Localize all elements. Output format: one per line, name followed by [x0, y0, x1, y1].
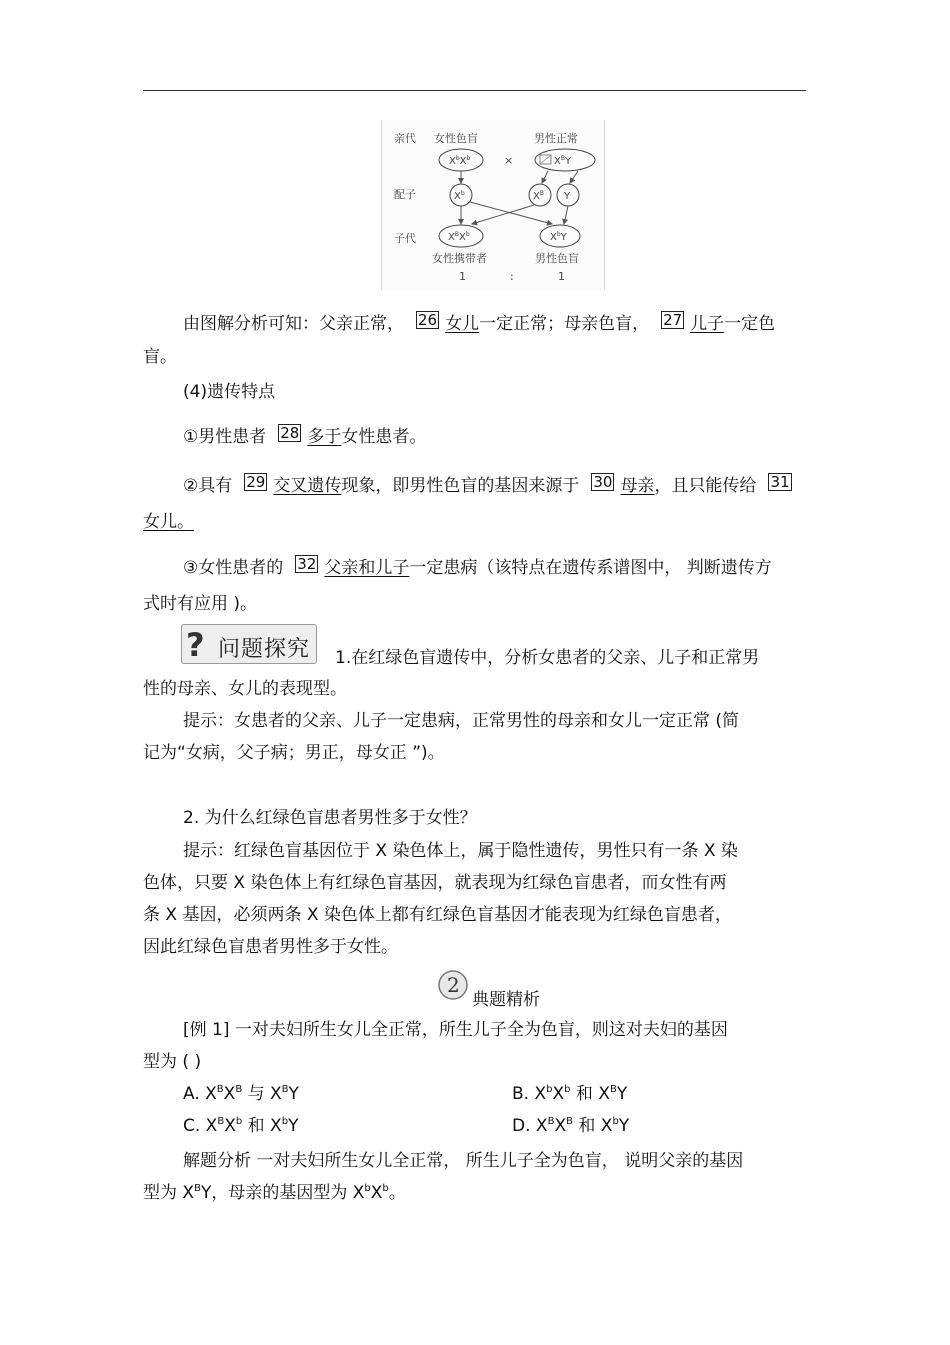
row-label-gametes: 配子: [394, 188, 416, 201]
blank-number: 30: [593, 473, 613, 491]
text: 型为: [143, 1183, 177, 1203]
option-join: 和: [578, 1116, 596, 1136]
gamete-male-y: [557, 184, 579, 206]
answer-26: 女儿: [445, 314, 480, 334]
feature-3: [183, 555, 772, 579]
option-c: C. $X^BX^b$ 和 $X^bY$: [183, 1116, 299, 1136]
hint-1: 提示：女患者的父亲、儿子一定患病，正常男性的母亲和女儿一定正常 (简: [183, 711, 740, 731]
row-label-parents: 亲代: [394, 132, 416, 145]
text: ①男性患者: [183, 427, 267, 447]
subheading-inheritance-features: (4)遗传特点: [183, 382, 276, 402]
hint-2-line-2: 色体，只要 X 染色体上有红绿色盲基因，就表现为红绿色盲患者，而女性有两: [143, 873, 727, 893]
text: ，且只能传给: [654, 476, 757, 496]
answer-32: 父亲和儿子: [324, 558, 410, 578]
svg-text:Y: Y: [564, 191, 571, 202]
cross-symbol: ×: [504, 154, 514, 167]
blank-number: 28: [280, 424, 300, 442]
svg-text:XbXb: $X^bX^b$: [449, 155, 471, 167]
header-rule: [143, 90, 806, 91]
paragraph-line: 式时有应用 )。: [143, 594, 258, 614]
parent-female-genotype: [439, 149, 483, 171]
ratio-right: 1: [558, 270, 565, 283]
option-join: 与: [247, 1084, 265, 1104]
gamete-female-xb: [450, 184, 472, 206]
option-join: 和: [575, 1084, 593, 1104]
answer-28: 多于: [307, 427, 342, 447]
text: 。: [388, 1183, 406, 1203]
text: 由图解分析可知：父亲正常，: [183, 314, 404, 334]
hint-1-cont: 记为“女病，父子病；男正，母女正 ”)。: [143, 743, 445, 763]
offspring-male-genotype: [540, 225, 580, 247]
analysis-line-1: 解题分析 一对夫妇所生女儿全正常， 所生儿子全为色盲， 说明父亲的基因: [183, 1151, 744, 1171]
question-1: 1.在红绿色盲遗传中，分析女患者的父亲、儿子和正常男: [335, 648, 760, 668]
option-label: B.: [512, 1084, 530, 1104]
parent-male-title: 男性正常: [534, 132, 578, 145]
option-d: D. $X^BX^B$ 和 $X^bY$: [512, 1116, 630, 1136]
offspring-male-title: 男性色盲: [535, 252, 579, 265]
text: ②具有: [183, 476, 233, 496]
question-mark-icon: ?: [186, 626, 205, 664]
blank-number: 32: [297, 555, 317, 573]
paragraph-line: 盲。: [143, 347, 177, 367]
option-label: A.: [183, 1084, 200, 1104]
svg-text:Xb: $X^b$: [454, 190, 465, 202]
row-label-offspring: 子代: [394, 232, 416, 245]
parent-female-title: 女性色盲: [434, 132, 478, 145]
answer-31-text: 女儿。: [143, 512, 194, 532]
blank-number: 26: [418, 311, 438, 329]
hint-2-line-4: 因此红绿色盲患者男性多于女性。: [143, 937, 398, 957]
answer-30: 母亲: [620, 476, 655, 496]
option-a: A. $X^BX^B$ 与 $X^BY$: [183, 1084, 299, 1104]
feature-2: [183, 473, 798, 497]
question-1-cont: 性的母亲、女儿的表现型。: [143, 679, 347, 699]
answer-29: 交叉遗传: [273, 476, 342, 496]
hint-2-line-3: 条 X 基因，必须两条 X 染色体上都有红绿色盲基因才能表现为红绿色盲患者，: [143, 905, 732, 925]
text: 一定正常；母亲色盲，: [479, 314, 650, 334]
ratio-left: 1: [459, 270, 466, 283]
section-title: 典题精析: [472, 990, 540, 1010]
option-label: C.: [183, 1116, 201, 1136]
svg-text:XBXb: $X^BX^b$: [448, 231, 470, 243]
paragraph-diagram-conclusion: [183, 311, 775, 335]
option-join: 和: [247, 1116, 265, 1136]
badge-title: 问题探究: [218, 637, 311, 662]
svg-text:XbY: $X^bY$: [550, 231, 567, 243]
offspring-female-title: 女性携带者: [432, 252, 487, 265]
answer-31: [143, 511, 194, 533]
answer-27: 儿子: [690, 314, 725, 334]
question-2: 2. 为什么红绿色盲患者男性多于女性？: [183, 808, 477, 828]
parent-male-genotype: [535, 149, 595, 171]
problem-explore-badge: [181, 624, 317, 664]
option-label: D.: [512, 1116, 531, 1136]
offspring-female-genotype: [439, 225, 483, 247]
text: ③女性患者的: [183, 558, 284, 578]
blank-number: 31: [770, 473, 790, 491]
gamete-male-xb: [529, 184, 551, 206]
feature-1: [183, 424, 426, 448]
example-1-stem-cont: 型为 ( ): [143, 1052, 202, 1072]
analysis-line-2: 型为 $X^BY$，母亲的基因型为 $X^bX^b$。: [143, 1183, 406, 1203]
option-b: B. $X^bX^b$ 和 $X^BY$: [512, 1084, 628, 1104]
blank-number: 27: [663, 311, 683, 329]
text: 一定患病（该特点在遗传系谱图中， 判断遗传方: [409, 558, 772, 578]
text: 女性患者。: [341, 427, 427, 447]
text: 一定色: [724, 314, 776, 334]
section-number: 2: [447, 973, 460, 997]
color-blindness-cross-diagram: [381, 120, 605, 290]
blank-number: 29: [246, 473, 266, 491]
hint-2-line-1: 提示：红绿色盲基因位于 X 染色体上，属于隐性遗传，男性只有一条 X 染: [183, 841, 738, 861]
example-1-stem: [例 1] 一对夫妇所生女儿全正常，所生儿子全为色盲，则这对夫妇的基因: [183, 1020, 728, 1040]
section-number-icon: [437, 969, 469, 1001]
svg-text:XBY: $X^BY$: [554, 155, 572, 167]
svg-text:XB: $X^B$: [533, 190, 544, 202]
text: 现象，即男性色盲的基因来源于: [341, 476, 580, 496]
text: ，母亲的基因型为: [211, 1183, 348, 1203]
ratio-separator: :: [510, 270, 514, 283]
